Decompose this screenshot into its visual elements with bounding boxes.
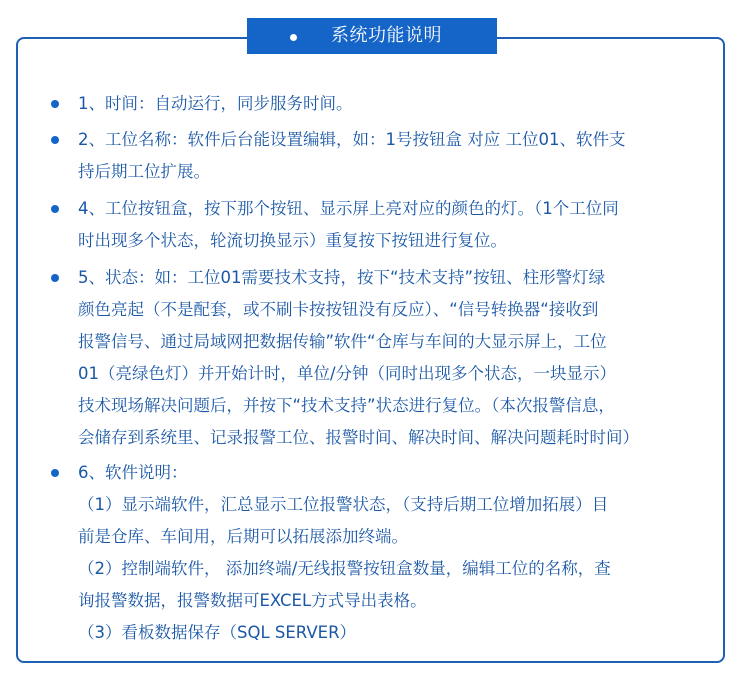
item-line: （1）显示端软件，汇总显示工位报警状态，（支持后期工位增加拓展）目 bbox=[78, 495, 609, 514]
bullet-icon bbox=[51, 274, 59, 282]
item-text bbox=[78, 457, 708, 649]
item-line: （2）控制端软件， 添加终端/无线报警按钮盒数量，编辑工位的名称，查 bbox=[78, 559, 611, 578]
bullet-icon bbox=[51, 469, 59, 477]
item-line: 01（亮绿色灯）并开始计时，单位/分钟（同时出现多个状态，一块显示） bbox=[78, 364, 617, 383]
item-line: 前是仓库、车间用，后期可以拓展添加终端。 bbox=[78, 527, 408, 546]
item-line: 技术现场解决问题后，并按下“技术支持”状态进行复位。（本次报警信息， bbox=[78, 396, 615, 415]
bullet-icon bbox=[51, 100, 59, 108]
item-line: 2、工位名称：软件后台能设置编辑，如：1号按钮盒 对应 工位01、软件支 bbox=[78, 130, 626, 149]
item-line: 会储存到系统里、记录报警工位、报警时间、解决时间、解决问题耗时时间） bbox=[78, 428, 639, 447]
item-line: （3）看板数据保存（SQL SERVER） bbox=[78, 623, 357, 642]
item-line: 4、工位按钮盒，按下那个按钮、显示屏上亮对应的颜色的灯。（1个工位同 bbox=[78, 199, 619, 218]
item-line: 询报警数据，报警数据可EXCEL方式导出表格。 bbox=[78, 591, 427, 610]
item-line: 1、时间：自动运行，同步服务时间。 bbox=[78, 94, 353, 113]
header-bullet-icon bbox=[290, 34, 297, 41]
section-title: 系统功能说明 bbox=[331, 25, 442, 46]
item-text bbox=[78, 88, 708, 120]
section-header bbox=[247, 18, 497, 54]
item-text bbox=[78, 193, 708, 257]
item-line: 持后期工位扩展。 bbox=[78, 162, 210, 181]
bullet-icon bbox=[51, 205, 59, 213]
item-line: 时出现多个状态，轮流切换显示）重复按下按钮进行复位。 bbox=[78, 231, 507, 250]
item-line: 5、状态：如：工位01需要技术支持，按下“技术支持”按钮、柱形警灯绿 bbox=[78, 268, 606, 287]
item-line: 6、软件说明： bbox=[78, 463, 188, 482]
item-text bbox=[78, 124, 708, 188]
bullet-icon bbox=[51, 136, 59, 144]
item-text bbox=[78, 262, 708, 454]
item-line: 报警信号、通过局域网把数据传输”软件“仓库与车间的大显示屏上，工位 bbox=[78, 332, 607, 351]
item-line: 颜色亮起（不是配套，或不刷卡按按钮没有反应）、“信号转换器“接收到 bbox=[78, 300, 599, 319]
